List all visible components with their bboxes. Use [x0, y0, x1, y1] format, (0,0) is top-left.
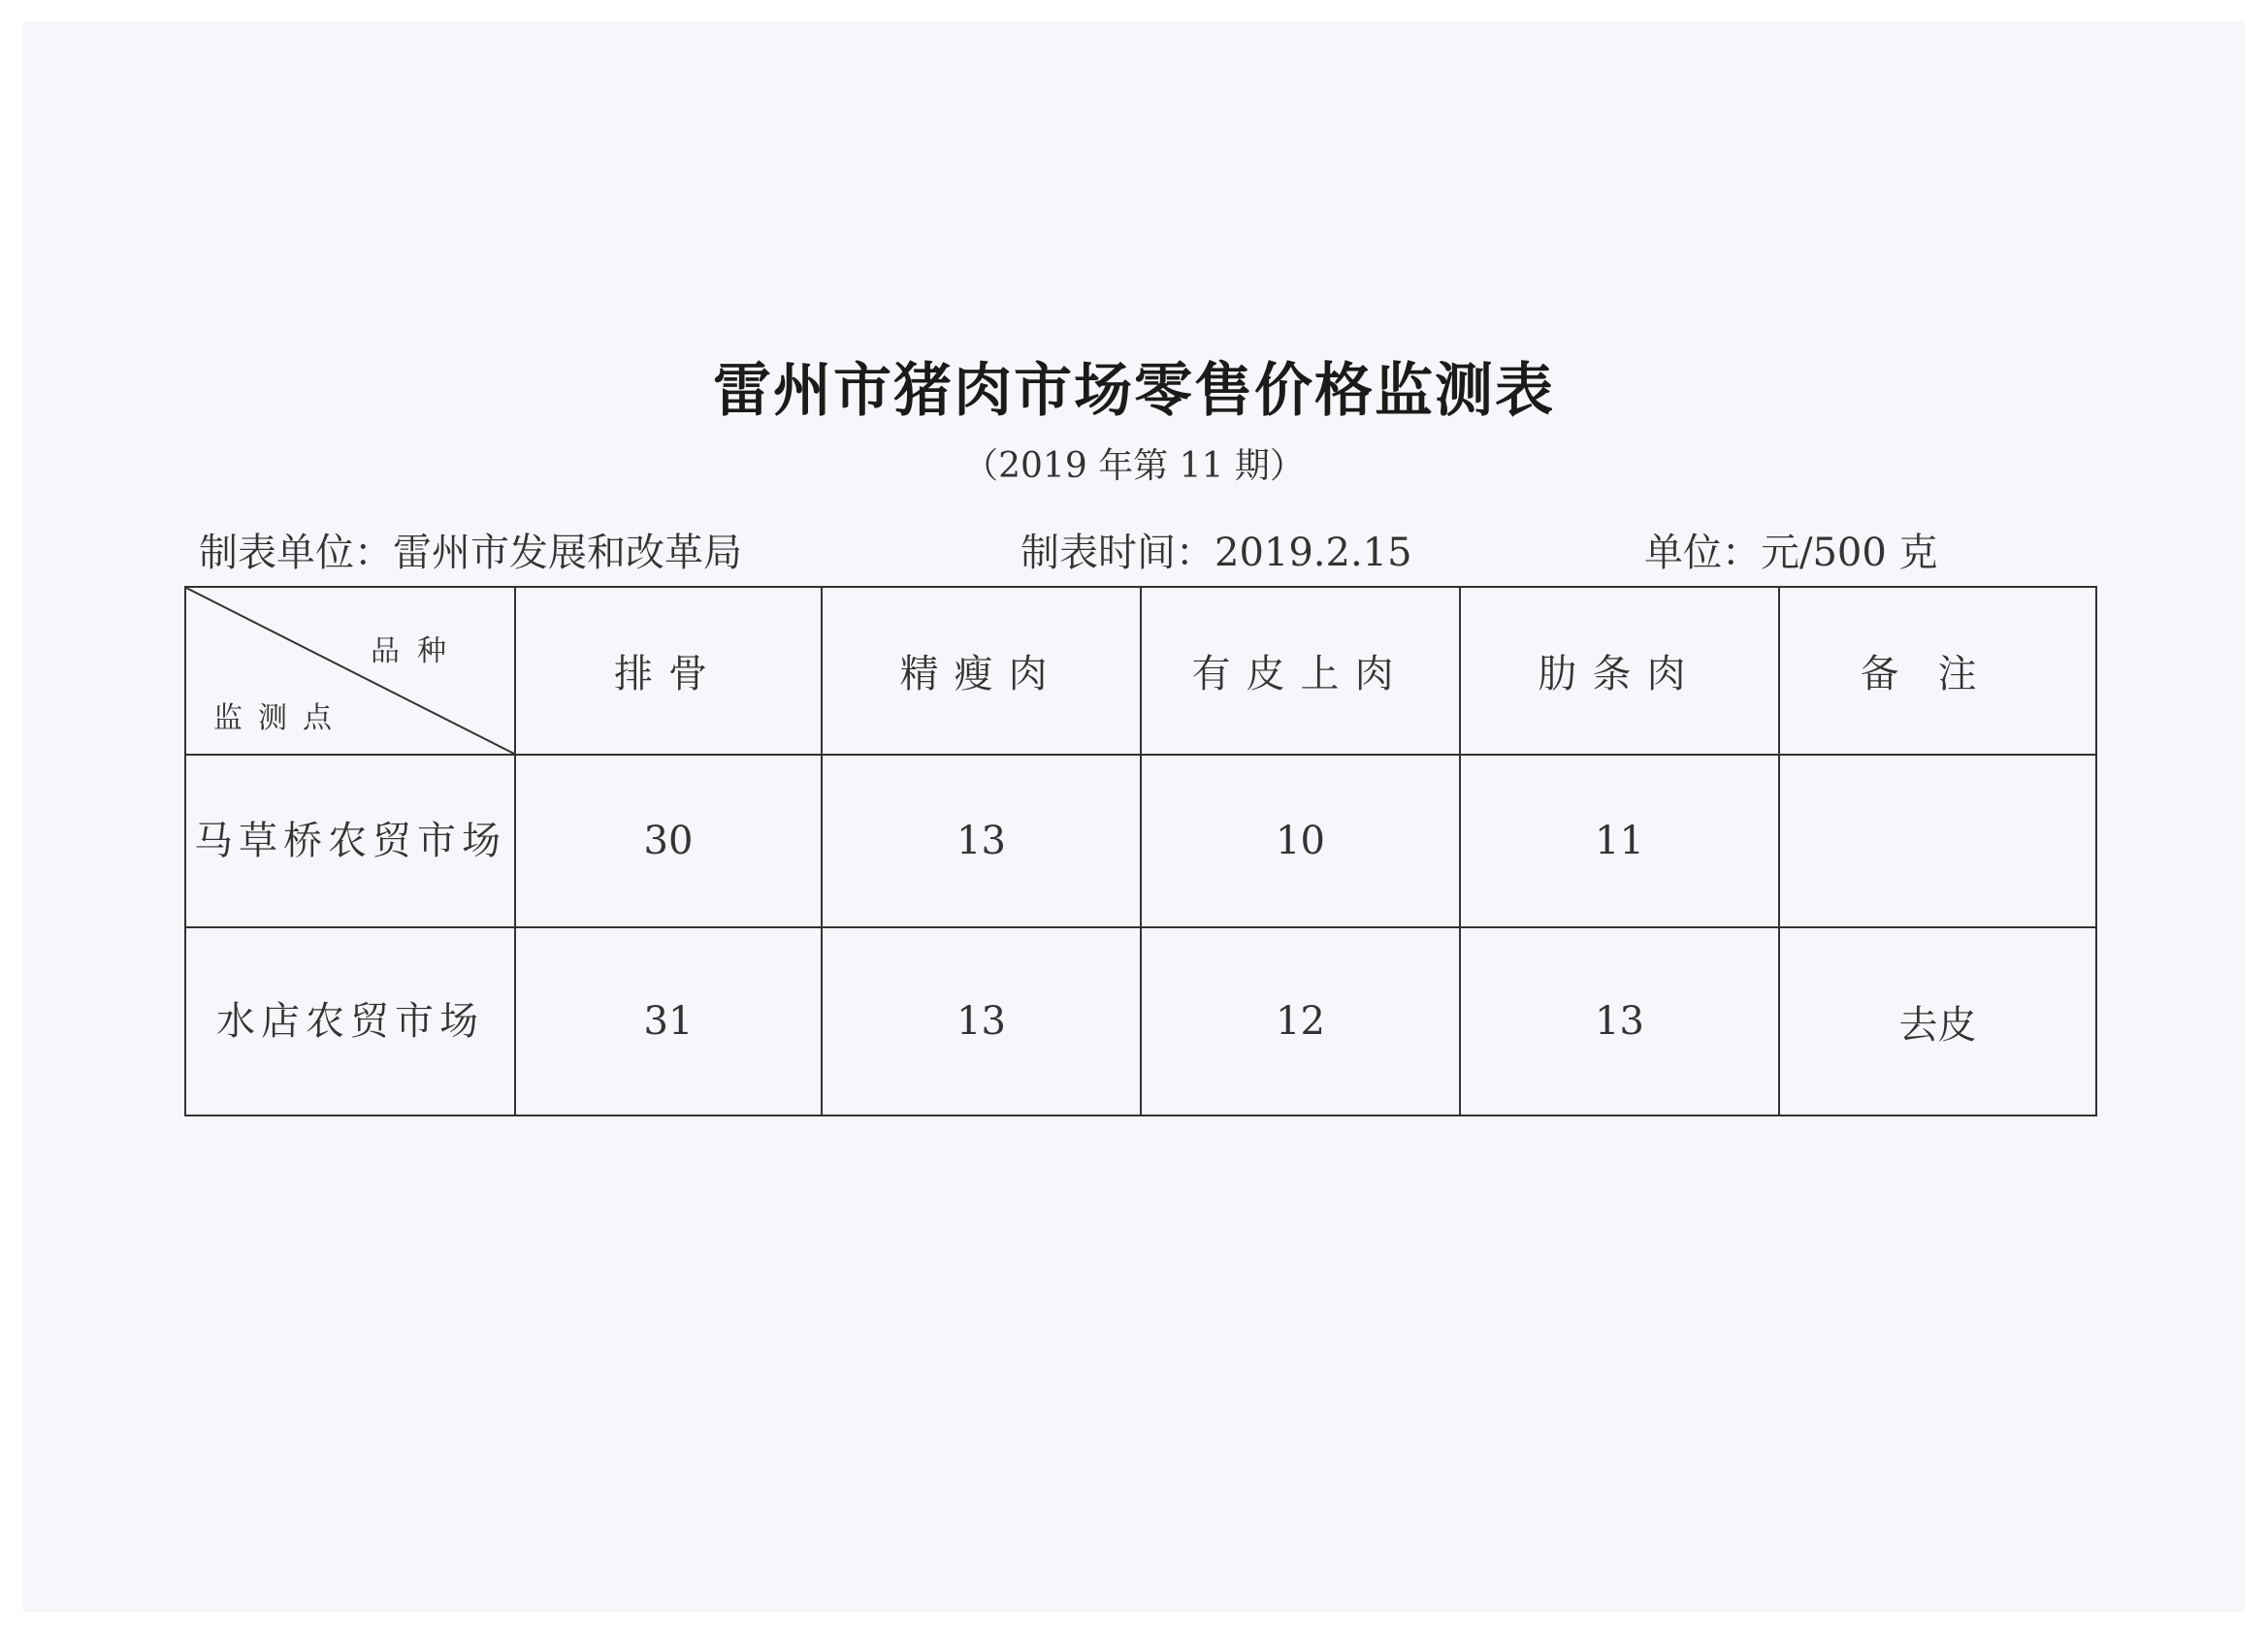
column-header-remarks: 备注 [1779, 587, 2096, 755]
price-cell: 31 [515, 927, 822, 1116]
remark-cell [1779, 755, 2096, 927]
issue-date: 制表时间：2019.2.15 [1021, 531, 1412, 575]
price-cell: 13 [1460, 927, 1779, 1116]
corner-label-variety: 品种 [371, 634, 464, 668]
price-cell: 30 [515, 755, 822, 927]
document-title: 雷州市猪肉市场零售价格监测表 [713, 357, 1555, 425]
price-cell: 12 [1141, 927, 1460, 1116]
site-name: 水店农贸市场 [216, 999, 484, 1044]
price-table [184, 586, 2097, 1116]
table-header-row [185, 587, 2096, 755]
column-header-pork-belly: 肋条肉 [1460, 587, 1779, 755]
table-row [185, 755, 2096, 927]
document-subtitle: （2019 年第 11 期） [963, 446, 1305, 486]
price-cell: 11 [1460, 755, 1779, 927]
price-unit: 单位：元/500 克 [1644, 531, 1938, 575]
corner-label-site: 监测点 [213, 701, 347, 735]
column-header-lean-pork: 精瘦肉 [822, 587, 1141, 755]
site-cell [185, 927, 515, 1116]
corner-header-cell [185, 587, 515, 755]
price-cell: 13 [822, 927, 1141, 1116]
remark-cell: 去皮 [1779, 927, 2096, 1116]
price-cell: 13 [822, 755, 1141, 927]
site-cell [185, 755, 515, 927]
price-cell: 10 [1141, 755, 1460, 927]
table-row [185, 927, 2096, 1116]
issuing-unit: 制表单位：雷州市发展和改革局 [199, 531, 742, 575]
column-header-skin-on-pork: 有皮上肉 [1141, 587, 1460, 755]
column-header-pork-ribs: 排骨 [515, 587, 822, 755]
site-name: 马草桥农贸市场 [194, 819, 506, 863]
